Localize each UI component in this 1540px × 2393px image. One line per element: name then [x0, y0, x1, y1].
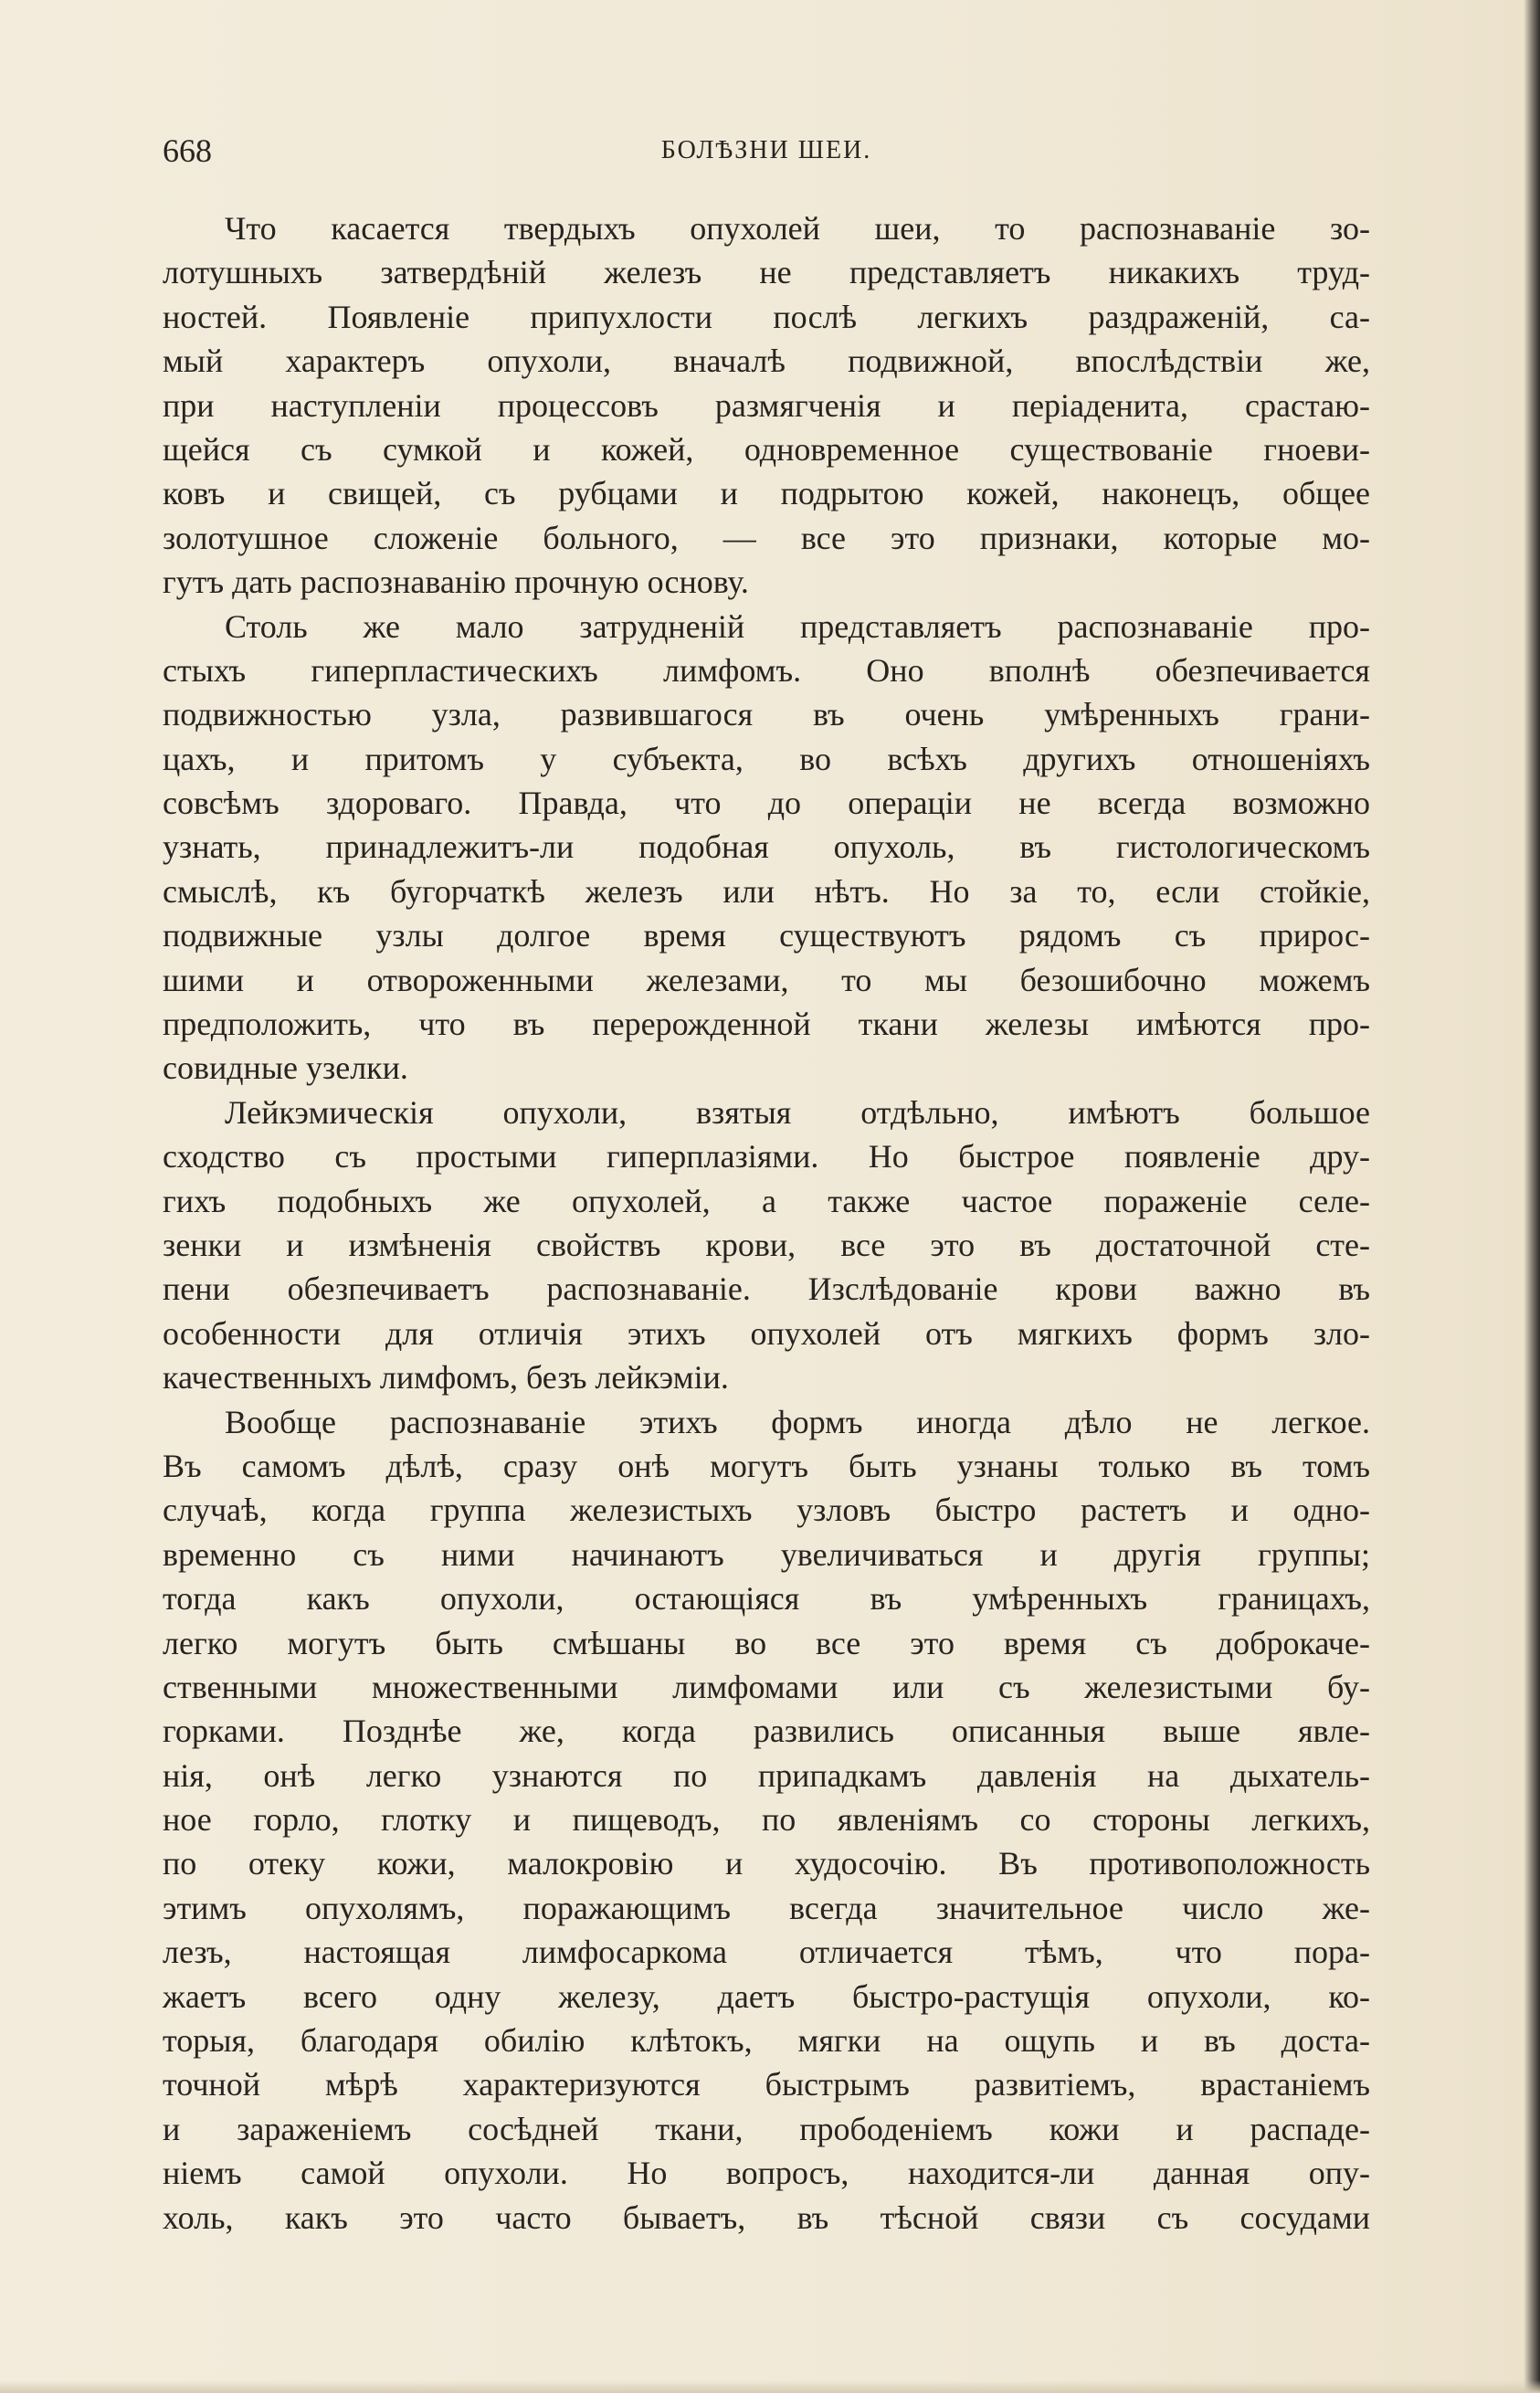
text-line: тогда какъ опухоли, остающiяся въ умѣренныхъ границахъ,	[163, 1580, 1370, 1618]
text-line: при наступленiи процессовъ размягченiя и перiаденита, срастаю-	[163, 386, 1370, 424]
text-line: Лейкэмическiя опухоли, взятыя отдѣльно, имѣютъ большое	[225, 1093, 1370, 1131]
text-line: зенки и измѣненiя свойствъ крови, все это въ достаточной сте-	[163, 1226, 1370, 1263]
text-line: гутъ дать распознаванiю прочную основу.	[163, 564, 749, 601]
text-line: гихъ подобныхъ же опухолей, а также частое пораженiе селе-	[163, 1182, 1370, 1219]
text-line: временно съ ними начинаютъ увеличиваться и другiя группы;	[163, 1535, 1370, 1573]
text-line: смыслѣ, къ бугорчаткѣ железъ или нѣтъ. Но за то, если стойкiе,	[163, 872, 1370, 910]
text-line: легко могутъ быть смѣшаны во все это время съ доброкаче-	[163, 1624, 1370, 1661]
text-line: горками. Позднѣе же, когда развились описанныя выше явле-	[163, 1713, 1370, 1750]
text-body	[163, 206, 1370, 2240]
text-line: лезъ, настоящая лимфосаркома отличается тѣмъ, что пора-	[163, 1934, 1370, 1971]
text-line: особенности для отличiя этихъ опухолей отъ мягкихъ формъ зло-	[163, 1314, 1370, 1352]
text-line: ственными множественными лимфомами или съ железистыми бу-	[163, 1668, 1370, 1705]
text-line: случаѣ, когда группа железистыхъ узловъ быстро растетъ и одно-	[163, 1492, 1370, 1529]
text-line: ностей. Появленiе припухлости послѣ легкихъ раздраженiй, са-	[163, 298, 1370, 335]
page-bottom-edge	[0, 2380, 1540, 2393]
text-line: по отеку кожи, малокровiю и худосочiю. Въ противоположность	[163, 1845, 1370, 1882]
page-number: 668	[163, 132, 212, 169]
text-line: точной мѣрѣ характеризуются быстрымъ развитiемъ, врастанiемъ	[163, 2066, 1370, 2103]
text-line: мый характеръ опухоли, вначалѣ подвижной, впослѣдствiи же,	[163, 343, 1370, 380]
text-line: сходство съ простыми гиперплазiями. Но быстрое появленiе дру-	[163, 1138, 1370, 1175]
text-line: нiя, онѣ легко узнаются по припадкамъ давленiя на дыхатель-	[163, 1756, 1370, 1794]
text-line: Что касается твердыхъ опухолей шеи, то распознаванiе зо-	[225, 210, 1370, 247]
text-line: совсѣмъ здороваго. Правда, что до операцiи не всегда возможно	[163, 785, 1370, 822]
text-line: Вообще распознаванiе этихъ формъ иногда дѣло не легкое.	[225, 1403, 1370, 1440]
text-line: золотушное сложенiе больного, — все это признаки, которые мо-	[163, 519, 1370, 556]
text-line: шими и отвороженными железами, то мы безошибочно можемъ	[163, 961, 1370, 998]
text-line: и зараженiемъ сосѣдней ткани, прободенiемъ кожи и распаде-	[163, 2110, 1370, 2147]
text-line: пени обезпечиваетъ распознаванiе. Изслѣдованiе крови важно въ	[163, 1270, 1370, 1308]
text-line: стыхъ гиперпластическихъ лимфомъ. Оно вполнѣ обезпечивается	[163, 651, 1370, 689]
text-line: нiемъ самой опухоли. Но вопросъ, находится-ли данная опу-	[163, 2155, 1370, 2192]
text-line: подвижностью узла, развившагося въ очень умѣренныхъ грани-	[163, 696, 1370, 733]
text-line: ное горло, глотку и пищеводъ, по явленiямъ со стороны легкихъ,	[163, 1801, 1370, 1839]
text-line: подвижные узлы долгое время существуютъ рядомъ съ прирос-	[163, 917, 1370, 954]
running-title: БОЛѢЗНИ ШЕИ.	[660, 136, 872, 164]
text-line: узнать, принадлежитъ-ли подобная опухоль, въ гистологическомъ	[163, 828, 1370, 866]
text-line: этимъ опухолямъ, поражающимъ всегда значительное число же-	[163, 1889, 1370, 1926]
text-line: совидные узелки.	[163, 1049, 408, 1087]
text-line: предположить, что въ перерожденной ткани железы имѣются про-	[163, 1006, 1370, 1043]
text-line: качественныхъ лимфомъ, безъ лейкэмiи.	[163, 1359, 729, 1397]
text-line: холь, какъ это часто бываетъ, въ тѣсной связи съ сосудами	[163, 2198, 1370, 2236]
text-line: Въ самомъ дѣлѣ, сразу онѣ могутъ быть узнаны только въ томъ	[163, 1447, 1370, 1484]
text-line: ковъ и свищей, съ рубцами и подрытою кожей, наконецъ, общее	[163, 475, 1370, 512]
text-line: жаетъ всего одну железу, даетъ быстро-растущiя опухоли, ко-	[163, 1977, 1370, 2015]
text-line: торыя, благодаря обилiю клѣтокъ, мягки на ощупь и въ доста-	[163, 2022, 1370, 2060]
text-line: щейся съ сумкой и кожей, одновременное существованiе гноеви-	[163, 430, 1370, 468]
page-edge-shadow	[1524, 0, 1540, 2393]
text-line: цахъ, и притомъ у субъекта, во всѣхъ другихъ отношенiяхъ	[163, 740, 1370, 777]
text-line: лотушныхъ затвердѣнiй железъ не представляетъ никакихъ труд-	[163, 254, 1370, 291]
text-line: Столь же мало затрудненiй представляетъ распознаванiе про-	[225, 607, 1370, 645]
running-head	[163, 128, 1370, 174]
